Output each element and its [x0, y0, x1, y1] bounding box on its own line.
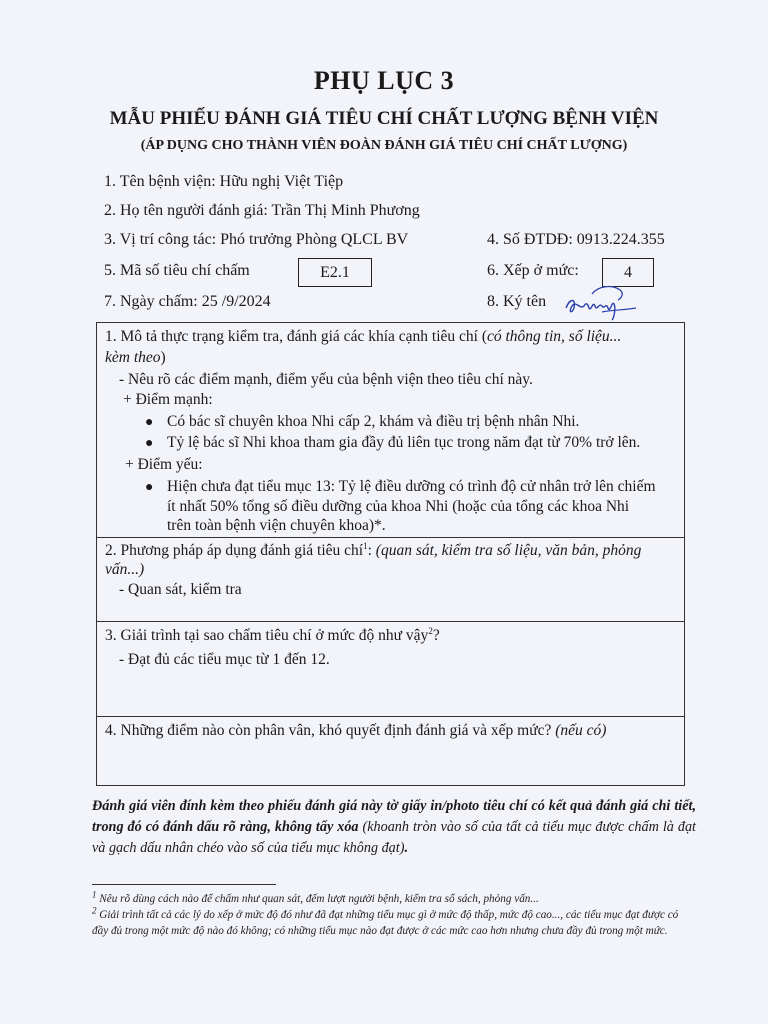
section-uncertain-points: 4. Những điểm nào còn phân vân, khó quyết định đánh giá và xếp mức? (nếu có) [96, 716, 685, 786]
criterion-code-label: 5. Mã số tiêu chí chấm [104, 262, 250, 279]
job-position: 3. Vị trí công tác: Phó trưởng Phòng QLCL BV [104, 231, 409, 248]
form-title: MẪU PHIẾU ĐÁNH GIÁ TIÊU CHÍ CHẤT LƯỢNG BỆNH VIỆN [109, 108, 659, 129]
intro-line: - Nêu rõ các điểm mạnh, điểm yếu của bệnh viện theo tiêu chí này. [119, 371, 533, 388]
form-scope-note: (ÁP DỤNG CHO THÀNH VIÊN ĐOÀN ĐÁNH GIÁ TIÊU CHÍ CHẤT LƯỢNG) [140, 138, 628, 153]
bullet-icon: ● [145, 480, 154, 495]
section-method: 2. Phương pháp áp dụng đánh giá tiêu chí$^1$: (quan sát, kiểm tra số liệu, văn bản, phỏng vấn...) - Quan sát, kiểm tra [96, 537, 685, 621]
level-value-box: 4 [602, 258, 654, 287]
attachment-instruction: Đánh giá viên đính kèm theo phiếu đánh giá này tờ giấy in/photo tiêu chí có kết quả đánh giá chi tiết, trong đó có đánh dấu rõ ràng, không tẩy xóa (khoanh tròn vào số của tất cả tiểu mục được chấm là đạt và gạch dấu nhân chéo vào số của tiểu mục không đạt). [92, 798, 696, 856]
page-title: PHỤ LỤC 3 [313, 66, 455, 95]
method-content: - Quan sát, kiểm tra [119, 581, 242, 598]
strength-item: Có bác sĩ chuyên khoa Nhi cấp 2, khám và điều trị bệnh nhân Nhi. [167, 413, 580, 430]
footnote-1: $^1$ Nêu rõ dùng cách nào để chấm như quan sát, đếm lượt người bệnh, kiểm tra sổ sách, phỏng vấn... [92, 889, 539, 905]
criterion-code-box: E2.1 [298, 258, 372, 287]
evaluation-date: 7. Ngày chấm: 25 /9/2024 [104, 293, 271, 310]
section-explanation: 3. Giải trình tại sao chấm tiêu chí ở mức độ như vậy$^2$? - Đạt đủ các tiểu mục từ 1 đến 12. [96, 621, 685, 716]
footnote-divider [92, 884, 276, 885]
weakness-item-line: ít nhất 50% tổng số điều dưỡng của khoa Nhi (hoặc của tổng các khoa Nhi [167, 498, 630, 515]
footnote-2: $^2$ Giải trình tất cả các lý do xếp ở mức độ đó như đã đạt những tiểu mục gì ở mức độ thấp, mức độ cao..., các tiểu mục đạt được có đầy đủ trong một mức độ nào đó không; có những tiểu mục nào đạt được ở các mức cao hơn nhưng chưa đầy đủ trong một mức. [92, 905, 679, 937]
hospital-name: 1. Tên bệnh viện: Hữu nghị Việt Tiệp [104, 173, 344, 190]
explanation-content: - Đạt đủ các tiểu mục từ 1 đến 12. [119, 651, 330, 668]
weaknesses-label: + Điểm yếu: [125, 456, 203, 473]
strength-item: Tỷ lệ bác sĩ Nhi khoa tham gia đầy đủ liên tục trong năm đạt từ 70% trở lên. [167, 434, 641, 451]
handwritten-signature [562, 282, 640, 322]
bullet-icon: ● [145, 436, 154, 451]
evaluator-name: 2. Họ tên người đánh giá: Trần Thị Minh Phương [104, 202, 420, 219]
section-current-state: 1. Mô tả thực trạng kiểm tra, đánh giá các khía cạnh tiêu chí (có thông tin, số liệu... kèm theo) - Nêu rõ các điểm mạnh, điểm yếu của bệnh viện theo tiêu chí này. + Điểm mạnh: ● Có bác sĩ chuyên khoa Nhi cấp 2, khám và điều trị bệnh nhân Nhi. ● Tỷ lệ bác sĩ Nhi khoa tham gia đầy đủ liên tục trong năm đạt từ 70% trở lên. + Điểm yếu: ● Hiện chưa đạt tiểu mục 13: Tỷ lệ điều dưỡng có trình độ cử nhân trở lên chiếm ít nhất 50% tổng số điều dưỡng của khoa Nhi (hoặc của tổng các khoa Nhi trên toàn bệnh viện chuyên khoa)*. [96, 322, 685, 537]
weakness-item-line: trên toàn bệnh viện chuyên khoa)*. [167, 517, 386, 534]
level-label: 6. Xếp ở mức: [487, 262, 579, 279]
phone-number: 4. Số ĐTDĐ: 0913.224.355 [487, 231, 665, 248]
weakness-item-line: Hiện chưa đạt tiểu mục 13: Tỷ lệ điều dưỡng có trình độ cử nhân trở lên chiếm [167, 478, 656, 495]
strengths-label: + Điểm mạnh: [123, 391, 213, 408]
signature-label: 8. Ký tên [487, 293, 547, 310]
bullet-icon: ● [145, 415, 154, 430]
